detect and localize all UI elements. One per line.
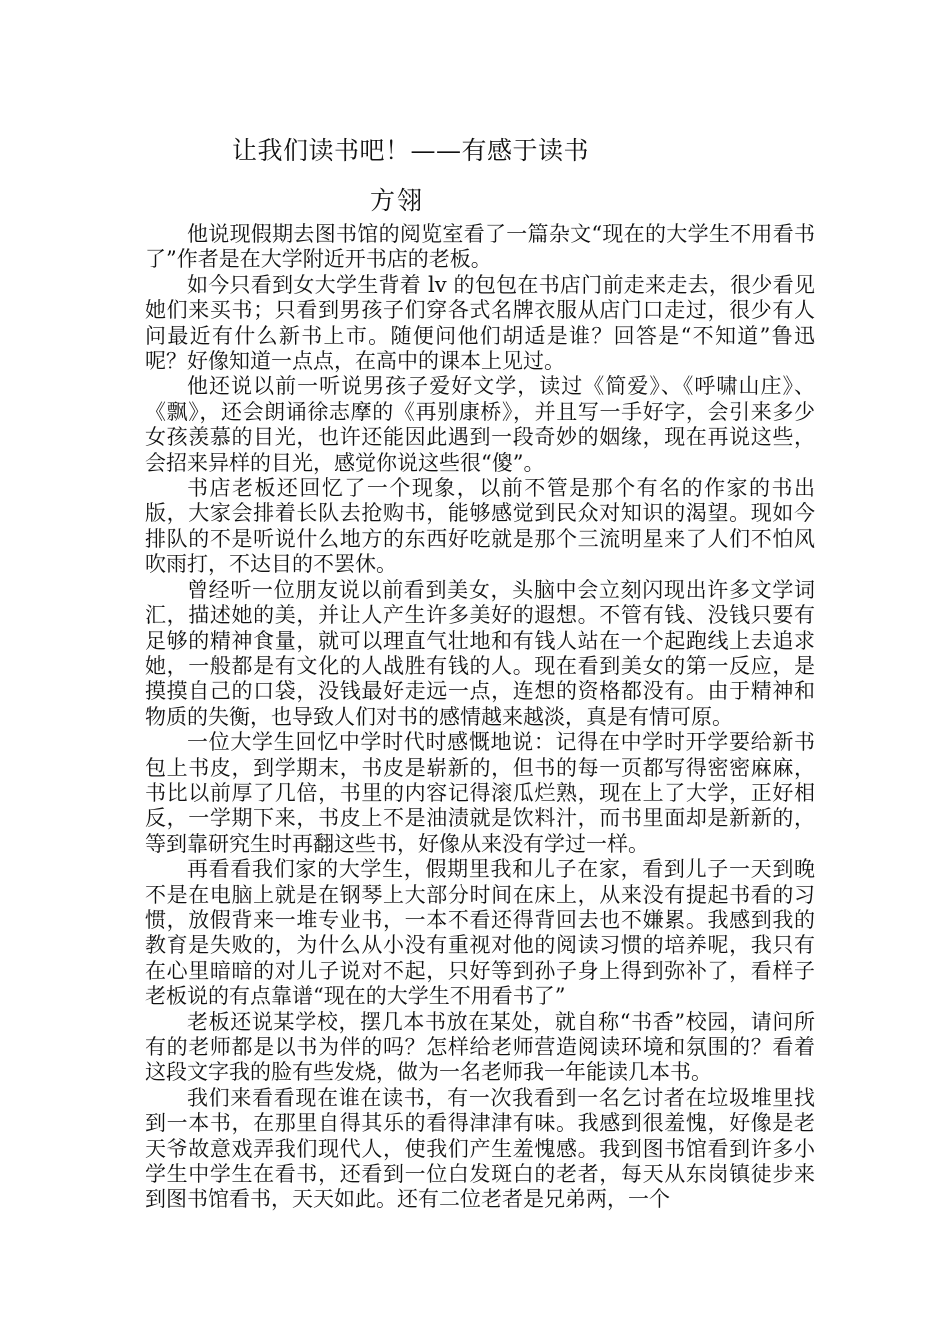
paragraph-7: 再看看我们家的大学生，假期里我和儿子在家，看到儿子一天到晚不是在电脑上就是在钢琴上大部分时间在床上，从来没有提起书看的习惯，放假背来一堆专业书，一本不看还得背回去也不嫌累。我感到我的教育是失败的，为什么从小没有重视对他的阅读习惯的培养呢，我只有在心里暗暗的对儿子说对不起，只好等到孙子身上得到弥补了，看样子老板说的有点靠谱“现在的大学生不用看书了” xyxy=(145,857,815,1009)
paragraph-8: 老板还说某学校，摆几本书放在某处，就自称“书香”校园，请问所有的老师都是以书为伴的吗？怎样给老师营造阅读环境和氛围的？看着这段文字我的脸有些发烧，做为一名老师我一年能读几本书。 xyxy=(145,1009,815,1085)
paragraph-3: 他还说以前一听说男孩子爱好文学，读过《简爱》、《呼啸山庄》、《飘》，还会朗诵徐志摩的《再别康桥》，并且写一手好字，会引来多少女孩羡慕的目光，也许还能因此遇到一段奇妙的姻缘，现在再说这些，会招来异样的目光，感觉你说这些很“傻”。 xyxy=(145,374,815,475)
document-author: 方翎 xyxy=(370,186,425,215)
paragraph-4: 书店老板还回忆了一个现象，以前不管是那个有名的作家的书出版，大家会排着长队去抢购书，能够感觉到民众对知识的渴望。现如今排队的不是听说什么地方的东西好吃就是那个三流明星来了人们不怕风吹雨打，不达目的不罢休。 xyxy=(145,476,815,577)
paragraph-1: 他说现假期去图书馆的阅览室看了一篇杂文“现在的大学生不用看书了”作者是在大学附近开书店的老板。 xyxy=(145,222,815,272)
document-title: 让我们读书吧！——有感于读书 xyxy=(232,136,590,165)
document-body xyxy=(145,222,815,1213)
paragraph-6: 一位大学生回忆中学时代时感慨地说：记得在中学时开学要给新书包上书皮，到学期末，书皮是崭新的，但书的每一页都写得密密麻麻，书比以前厚了几倍，书里的内容记得滚瓜烂熟，现在上了大学，正好相反，一学期下来，书皮上不是油渍就是饮料汁，而书里面却是新新的，等到靠研究生时再翻这些书，好像从来没有学过一样。 xyxy=(145,730,815,856)
paragraph-2: 如今只看到女大学生背着 lv 的包包在书店门前走来走去，很少看见她们来买书；只看到男孩子们穿各式名牌衣服从店门口走过，很少有人问最近有什么新书上市。随便问他们胡适是谁？回答是“不知道”鲁迅呢？好像知道一点点，在高中的课本上见过。 xyxy=(145,272,815,374)
paragraph-9: 我们来看看现在谁在读书，有一次我看到一名乞讨者在垃圾堆里找到一本书，在那里自得其乐的看得津津有味。我感到很羞愧，好像是老天爷故意戏弄我们现代人，使我们产生羞愧感。我到图书馆看到许多小学生中学生在看书，还看到一位白发斑白的老者，每天从东岗镇徒步来到图书馆看书，天天如此。还有二位老者是兄弟两，一个 xyxy=(145,1085,815,1212)
paragraph-5: 曾经听一位朋友说以前看到美女，头脑中会立刻闪现出许多文学词汇，描述她的美，并让人产生许多美好的遐想。不管有钱、没钱只要有足够的精神食量，就可以理直气壮地和有钱人站在一个起跑线上去追求她，一般都是有文化的人战胜有钱的人。现在看到美女的第一反应，是摸摸自己的口袋，没钱最好走远一点，连想的资格都没有。由于精神和物质的失衡，也导致人们对书的感情越来越淡，真是有情可原。 xyxy=(145,577,815,729)
